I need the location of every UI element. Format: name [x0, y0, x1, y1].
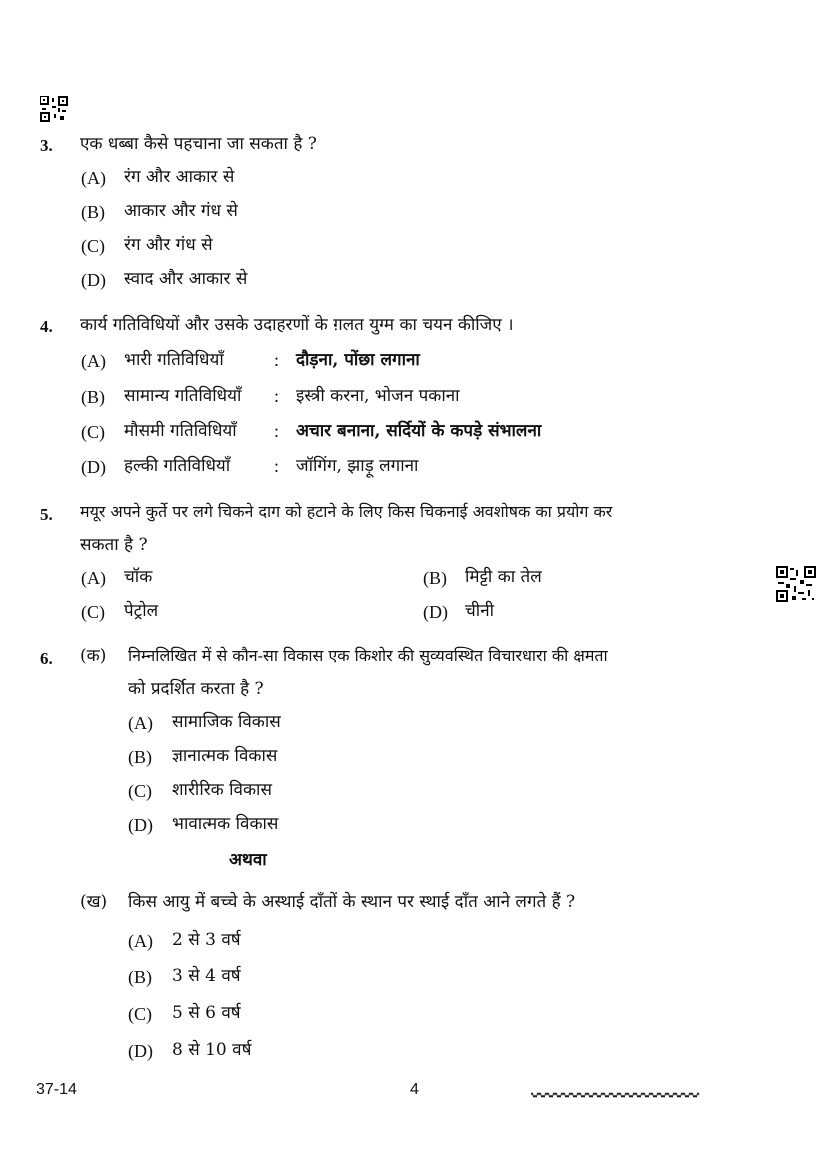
option-label: (A) [128, 931, 153, 951]
sub-question-text: किस आयु में बच्चे के अस्थाई दाँतों के स्थान पर स्थाई दाँत आने लगते हैं ? [128, 892, 576, 912]
option-text: चॉक [124, 567, 153, 587]
option-text: आकार और गंध से [124, 201, 238, 221]
option-label: (C) [81, 602, 105, 622]
wavy-line-decoration [531, 1085, 701, 1104]
question-number: 4. [40, 317, 53, 336]
sub-question-label: (ख) [80, 892, 108, 912]
option-term: मौसमी गतिविधियाँ [124, 421, 237, 441]
option-label: (B) [81, 202, 105, 222]
option-text: ज्ञानात्मक विकास [172, 746, 278, 766]
option-text: रंग और गंध से [124, 235, 213, 255]
option-label: (D) [128, 1041, 153, 1061]
option-label: (A) [81, 568, 106, 588]
qr-code-right [776, 566, 816, 602]
option-label: (C) [128, 1004, 152, 1024]
option-separator: : [274, 421, 280, 441]
sub-question-text-line-1: निम्नलिखित में से कौन-सा विकास एक किशोर की सुव्यवस्थित विचारधारा की क्षमता [128, 646, 608, 665]
option-term: भारी गतिविधियाँ [124, 350, 224, 370]
question-number: 6. [40, 649, 53, 668]
option-term: सामान्य गतिविधियाँ [124, 386, 242, 406]
option-text: स्वाद और आकार से [124, 269, 248, 289]
option-label: (D) [423, 602, 448, 622]
option-separator: : [274, 350, 280, 370]
option-example: अचार बनाना, सर्दियों के कपड़े संभालना [296, 421, 542, 441]
option-separator: : [274, 386, 280, 406]
or-separator: अथवा [229, 850, 267, 870]
paper-code: 37-14 [36, 1081, 77, 1098]
question-text: एक धब्बा कैसे पहचाना जा सकता है ? [80, 134, 317, 154]
option-label: (B) [128, 747, 152, 767]
option-label: (A) [81, 168, 106, 188]
option-label: (B) [81, 387, 105, 407]
question-number: 3. [40, 136, 53, 155]
option-label: (A) [81, 351, 106, 371]
option-text: शारीरिक विकास [172, 780, 272, 800]
option-label: (B) [128, 967, 152, 987]
option-text: सामाजिक विकास [172, 712, 281, 732]
option-term: हल्की गतिविधियाँ [124, 456, 231, 476]
option-label: (C) [81, 236, 105, 256]
option-label: (A) [128, 713, 153, 733]
option-text: पेट्रोल [124, 601, 159, 621]
option-label: (D) [81, 270, 106, 290]
option-example: जॉगिंग, झाड़ू लगाना [296, 456, 419, 476]
qr-code-top-left [40, 96, 68, 122]
option-separator: : [274, 456, 280, 476]
option-text: 2 से 3 वर्ष [172, 930, 241, 950]
option-text: भावात्मक विकास [172, 814, 279, 834]
option-example: दौड़ना, पोंछा लगाना [296, 350, 420, 370]
option-text: रंग और आकार से [124, 167, 235, 187]
option-label: (C) [128, 781, 152, 801]
option-text: चीनी [465, 601, 495, 621]
sub-question-label: (क) [80, 646, 107, 666]
option-label: (C) [81, 422, 105, 442]
option-text: 3 से 4 वर्ष [172, 966, 241, 986]
option-text: 8 से 10 वर्ष [172, 1040, 252, 1060]
question-text-line-2: सकता है ? [80, 535, 148, 555]
question-text-line-1: मयूर अपने कुर्ते पर लगे चिकने दाग को हटाने के लिए किस चिकनाई अवशोषक का प्रयोग कर [80, 502, 613, 521]
question-number: 5. [40, 505, 53, 524]
sub-question-text-line-2: को प्रदर्शित करता है ? [128, 679, 264, 699]
option-text: मिट्टी का तेल [465, 567, 542, 587]
option-text: 5 से 6 वर्ष [172, 1003, 241, 1023]
option-label: (B) [423, 568, 447, 588]
question-text: कार्य गतिविधियों और उसके उदाहरणों के ग़लत युग्म का चयन कीजिए । [80, 315, 514, 335]
option-example: इस्त्री करना, भोजन पकाना [296, 386, 460, 406]
page-number: 4 [410, 1081, 419, 1098]
option-label: (D) [128, 815, 153, 835]
option-label: (D) [81, 457, 106, 477]
